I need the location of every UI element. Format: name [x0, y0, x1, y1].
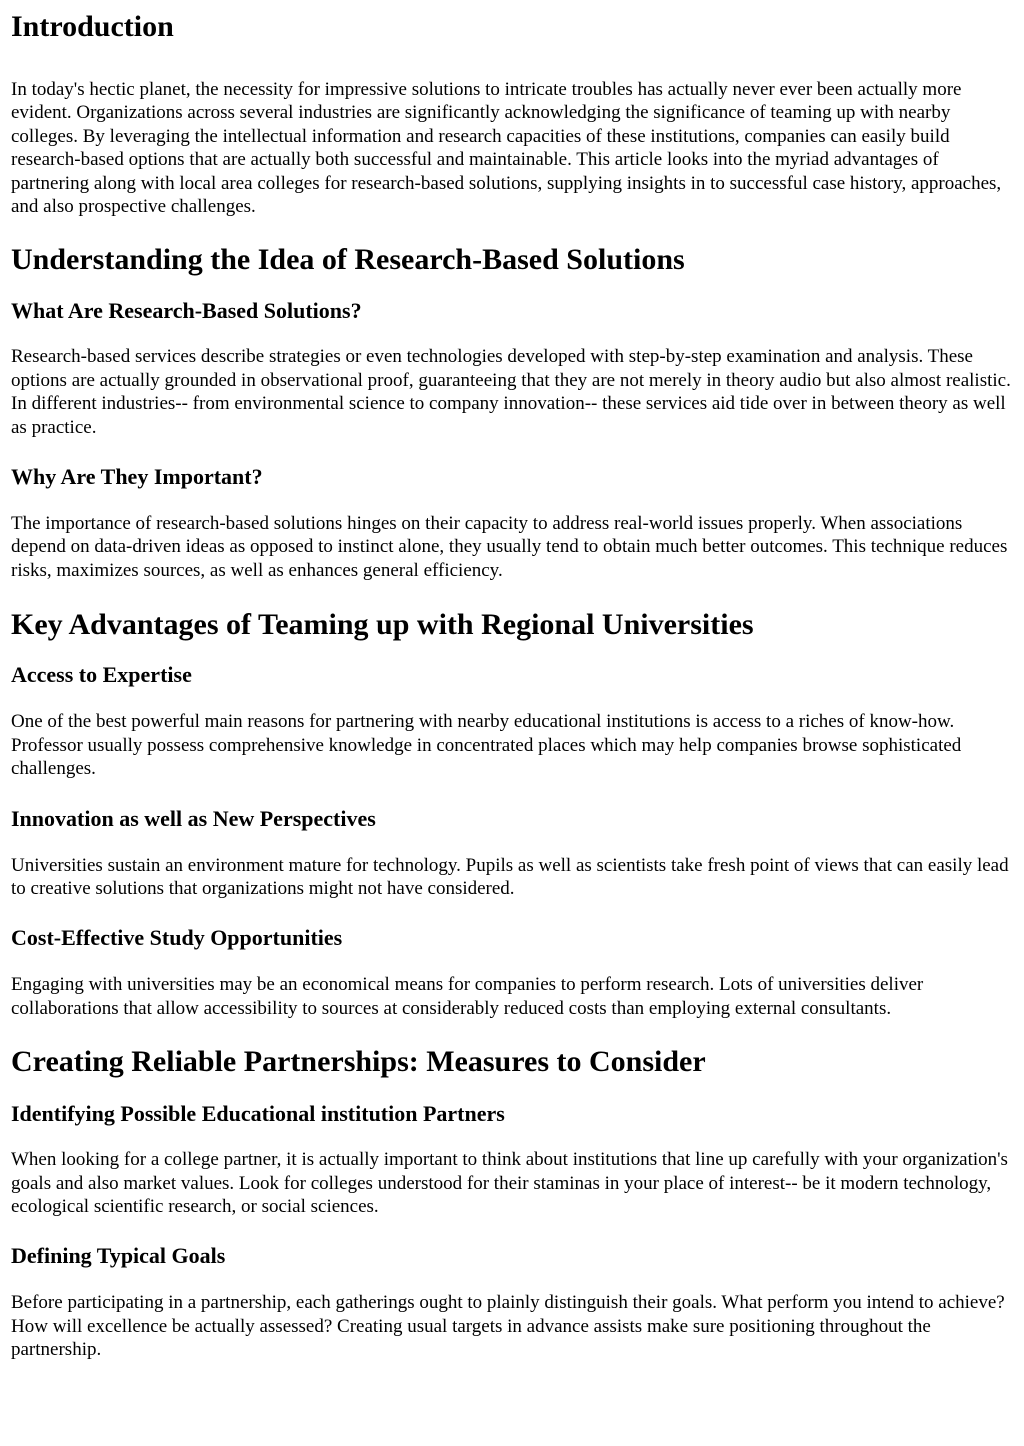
- subheading-innovation: Innovation as well as New Perspectives: [11, 805, 376, 831]
- subheading-cost-effective: Cost-Effective Study Opportunities: [11, 925, 343, 951]
- paragraph-innovation: Universities sustain an environment mature for technology. Pupils as well as scientists take fresh point of views that can easily lead to creative solutions that organizations might not have considered.: [11, 854, 1009, 899]
- paragraph-why-important: The importance of research-based solutions hinges on their capacity to address real-world issues properly. When associations depend on data-driven ideas as opposed to instinct alone, they usually tend to obtain much better outcomes. This technique reduces risks, maximizes sources, as well as enhances general efficiency.: [11, 513, 1008, 581]
- section-heading-key-advantages: Key Advantages of Teaming up with Regional Universities: [11, 608, 754, 642]
- section-heading-introduction: Introduction: [11, 10, 174, 43]
- subheading-what-are-solutions: What Are Research-Based Solutions?: [11, 298, 362, 324]
- paragraph-what-are-solutions: Research-based services describe strategies or even technologies developed with step-by-step examination and analysis. These options are actually grounded in observational proof, guaranteeing that they are not merely in theory audio but also almost realistic. In different industries-- from environmental science to company innovation-- these services aid tide over in between theory as well as practice.: [11, 346, 1011, 438]
- paragraph-access-expertise: One of the best powerful main reasons for partnering with nearby educational institutions is access to a riches of know-how. Professor usually possess comprehensive knowledge in concentrated places which may help companies browse sophisticated challenges.: [11, 711, 962, 780]
- subheading-defining-goals: Defining Typical Goals: [11, 1243, 226, 1269]
- subheading-identifying-partners: Identifying Possible Educational institution Partners: [11, 1101, 505, 1127]
- intro-paragraph: In today's hectic planet, the necessity for impressive solutions to intricate troubles has actually never ever been actually more evident. Organizations across several industries are significantly acknowledging the significance of teaming up with nearby colleges. By leveraging the intellectual information and research capacities of these institutions, companies can easily build research-based options that are actually both successful and maintainable. This article looks into the myriad advantages of partnering along with local area colleges for research-based solutions, supplying insights in to successful case history, approaches, and also prospective challenges.: [11, 79, 1002, 218]
- paragraph-identifying-partners: When looking for a college partner, it is actually important to think about institutions that line up carefully with your organization's goals and also market values. Look for colleges understood for their staminas in your place of interest-- be it modern technology, ecological scientific research, or social sciences.: [11, 1149, 1008, 1217]
- subheading-access-expertise: Access to Expertise: [11, 662, 192, 688]
- paragraph-cost-effective: Engaging with universities may be an economical means for companies to perform research. Lots of universities deliver collaborations that allow accessibility to sources at considerably reduced costs than employing external consultants.: [11, 974, 924, 1019]
- paragraph-defining-goals: Before participating in a partnership, each gatherings ought to plainly distinguish their goals. What perform you intend to achieve? How will excellence be actually assessed? Creating usual targets in advance assists make sure positioning throughout the partnership.: [11, 1292, 1005, 1361]
- section-heading-research-based-solutions: Understanding the Idea of Research-Based Solutions: [11, 243, 685, 277]
- subheading-why-important: Why Are They Important?: [11, 464, 263, 490]
- section-heading-reliable-partnerships: Creating Reliable Partnerships: Measures to Consider: [11, 1045, 706, 1079]
